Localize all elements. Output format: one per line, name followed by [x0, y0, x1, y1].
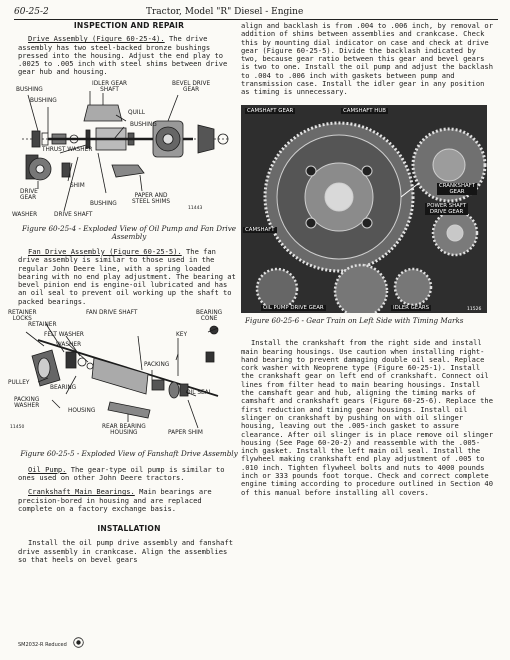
figure-number-11526: 11526	[467, 306, 482, 312]
fan-drive-paragraph	[18, 248, 240, 306]
label-camshaft: CAMSHAFT	[245, 226, 275, 233]
label-bushing-mid: BUSHING	[130, 121, 157, 128]
crankshaft-bearings-text: Main bearings are precision-bored in housing and are replaced complete on a factory exchange basis.	[18, 487, 212, 513]
label-power-shaft-drive-gear: POWER SHAFT DRIVE GEAR	[427, 202, 467, 215]
page-header	[14, 7, 498, 19]
label-idler-gears: IDLER GEARS	[393, 304, 430, 311]
label-housing: HOUSING	[68, 408, 96, 415]
label-quill: QUILL	[128, 109, 145, 116]
label-packing-washer: PACKING WASHER	[14, 397, 40, 410]
fan-drive-lead: Fan Drive Assembly (Figure 60-25-5).	[28, 246, 182, 256]
figure-caption-60-25-6: Figure 60-25-6 - Gear Train on Left Side with Timing Marks	[245, 315, 464, 325]
figure-oil-pump-drive	[12, 80, 240, 219]
figure-fanshaft-drive	[8, 310, 240, 442]
label-bushing-bottom: BUSHING	[90, 200, 117, 207]
footer-code: SM2032-R Reduced	[18, 642, 67, 648]
inspection-heading: INSPECTION AND REPAIR	[73, 21, 185, 30]
label-bushing-top: BUSHING	[30, 97, 57, 104]
figure-gear-train-photo	[241, 105, 487, 313]
label-felt-washer: FELT WASHER	[44, 332, 84, 339]
publisher-seal	[73, 637, 84, 648]
label-crankshaft-gear: CRANKSHAFT GEAR	[439, 182, 476, 195]
crankshaft-bearings-paragraph	[18, 488, 240, 513]
fan-drive-text: The fan drive assembly is similar to those used in the regular John Deere line, with a spring loaded bearing with no end play adjustment. The bearing at bevel pinion end is engine-oil lubricated and has an oil seal to prevent oil working up the shaft to packed bearings.	[18, 246, 236, 306]
drive-assembly-lead: Drive Assembly (Figure 60-25-4).	[28, 34, 165, 44]
installation-heading: INSTALLATION	[97, 524, 161, 534]
label-washer: WASHER	[12, 211, 38, 218]
crankshaft-install-text: Install the crankshaft from the right side and install main bearing housings. Use caution when installing right-hand bearing to prevent damaging double oil seal. Replace cork washer with Neoprene type (Figure 60-25-1). Install the crankshaft gear on left end of crankshaft. Connect oil lines from filter head to main bearing housings. Install the camshaft gear and hub, aligning the timing marks of camshaft and crankshaft gears (Figure 60-25-6). Replace the first reduction and timing gear housings. Install oil slinger on crankshaft by pushing on with oil slinger housing, leaving out the .005-inch gasket to assure clearance. After oil slinger is in place remove oil slinger housing (See Page 60-20-2) and reassemble with the .005-inch gasket. Install the left main oil seal. Install the flywheel making crankshaft end play adjustment of .005 to .010 inch. Tighten flywheel bolts and nuts to 4000 pounds inch or 333 pounds foot torque. Check and correct complete engine timing according to procedure outlined in Section 40 of this manual before installing all covers.	[241, 338, 493, 497]
label-oil-seal: OIL SEAL	[186, 390, 212, 397]
installation-paragraph	[18, 539, 240, 564]
label-drive-gear: DRIVE GEAR	[20, 188, 38, 202]
label-bevel-drive-gear: BEVEL DRIVE GEAR	[172, 80, 211, 94]
label-idler-gear-shaft: IDLER GEAR SHAFT	[92, 80, 128, 94]
backlash-paragraph: align and backlash is from .004 to .006 inch, by removal or addition of shims between assemblies and crankcase. Check this by mounting dial indicator on case and check at drive gear (Figure 60-25-5). Divide the backlash indicated by two, because gear ratio between this gear and bevel gears is two to one. Install the oil pump and adjust the backlash to .004 to .006 inch with gaskets between pump and transmission case. Install the idler gear in any position as timing is unnecessary.	[241, 21, 493, 97]
figure-number-11443: 11443	[188, 205, 203, 211]
label-fan-drive-shaft: FAN DRIVE SHAFT	[86, 310, 138, 317]
label-camshaft-hub: CAMSHAFT HUB	[343, 107, 386, 114]
left-column	[8, 21, 240, 565]
label-bushing-left: BUSHING	[16, 86, 43, 93]
label-packing-top: PACKING	[144, 362, 170, 369]
figure-caption-60-25-4: Figure 60-25-4 - Exploded View of Oil Pump and Fan Drive Assembly	[21, 223, 237, 242]
installation-text: Install the oil pump drive assembly and fanshaft drive assembly in crankcase. Align the assemblies so that heels on bevel gears	[18, 538, 233, 565]
label-shim: SHIM	[70, 182, 85, 189]
drive-assembly-text: The drive assembly has two steel-backed bronze bushings pressed into the housing. Adjust the end play to .0025 to .005 inch with steel shims between drive gear hub and housing.	[18, 34, 228, 77]
label-paper-steel-shims: PAPER AND STEEL SHIMS	[132, 192, 171, 206]
label-bearing: BEARING	[50, 385, 77, 392]
drive-assembly-paragraph	[18, 35, 240, 76]
label-retainer: RETAINER	[28, 322, 57, 329]
label-retainer-locks: RETAINER LOCKS	[8, 310, 37, 323]
label-bearing-cone: BEARING CONE	[196, 310, 223, 323]
label-oil-pump-drive-gear: OIL PUMP DRIVE GEAR	[263, 304, 324, 311]
oil-pump-lead: Oil Pump.	[28, 464, 67, 474]
label-paper-shim: PAPER SHIM	[168, 430, 203, 437]
label-camshaft-gear: CAMSHAFT GEAR	[247, 107, 294, 114]
label-drive-shaft: DRIVE SHAFT	[54, 211, 93, 218]
oil-pump-paragraph	[18, 466, 240, 483]
figure-number-11450: 11450	[10, 425, 25, 431]
page-title: Tractor, Model "R" Diesel - Engine	[146, 7, 304, 17]
page-number: 60-25-2	[14, 7, 49, 17]
label-washer-fan: WASHER	[56, 342, 82, 349]
label-rear-bearing-housing: REAR BEARING HOUSING	[102, 424, 146, 437]
crankshaft-bearings-lead: Crankshaft Main Bearings.	[28, 487, 135, 497]
fanshaft-drive-drawing	[18, 310, 240, 442]
label-pulley: PULLEY	[8, 380, 30, 387]
label-key: KEY	[176, 332, 188, 339]
header-rule	[14, 19, 498, 20]
oil-pump-text: The gear-type oil pump is similar to ones used on other John Deere tractors.	[18, 464, 225, 482]
figure-caption-60-25-5: Figure 60-25-5 - Exploded View of Fanshaft Drive Assembly	[20, 449, 238, 459]
crankshaft-install-paragraph	[241, 339, 493, 497]
right-column	[241, 22, 493, 497]
label-thrust-washer: THRUST WASHER	[42, 146, 93, 153]
